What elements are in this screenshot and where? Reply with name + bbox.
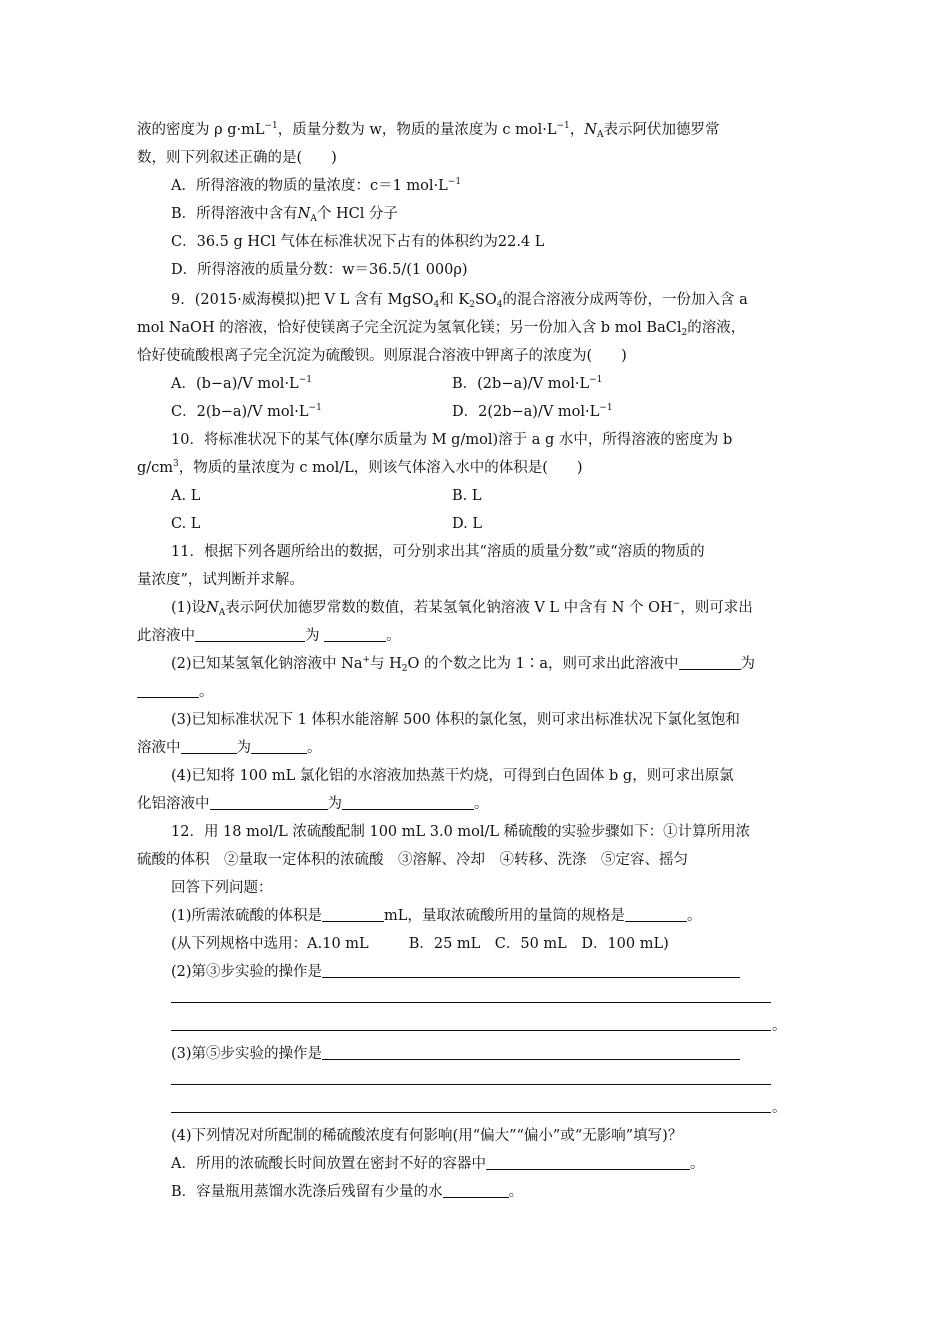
- q12-part1-options: (从下列规格中选用：A.10 mL B．25 mL C．50 mL D．100 mL): [171, 936, 669, 952]
- q9-line-2: mol NaOH 的溶液，恰好使镁离子完全沉淀为氢氧化镁；另一份加入含 b mol BaCl$_2$的溶液，: [137, 320, 746, 338]
- answer-blank[interactable]: [195, 627, 305, 642]
- answer-line[interactable]: [171, 1084, 771, 1085]
- q12-part4-a: A．所用的浓硫酸长时间放置在密封不好的容器中 。: [171, 1156, 705, 1172]
- q9-option-d: D．2(2b−a)/V $mol\cdot L^{-1}$: [452, 403, 613, 420]
- q9-option-b: B．(2b−a)/V $mol\cdot L^{-1}$: [452, 375, 603, 392]
- q11-line-1: 11．根据下列各题所给出的数据，可分别求出其“溶质的质量分数”或“溶质的物质的: [171, 544, 705, 560]
- q12-part1: (1)所需浓硫酸的体积是 mL，量取浓硫酸所用的量筒的规格是 。: [171, 908, 702, 924]
- answer-blank[interactable]: [443, 1183, 509, 1198]
- answer-line[interactable]: [171, 1112, 771, 1113]
- answer-line[interactable]: [171, 1030, 771, 1031]
- q10-line-2: $g/cm^3$，物质的量浓度为 c mol/L，则该气体溶入水中的体积是( ): [137, 459, 583, 476]
- answer-blank[interactable]: [322, 963, 740, 978]
- q10-option-d: D. L: [452, 516, 482, 532]
- q11-part4-line-2: 化铝溶液中 为 。: [137, 796, 489, 812]
- q9-option-a: A．(b−a)/V $mol\cdot L^{-1}$: [171, 375, 312, 392]
- q8-option-a: A．所得溶液的物质的量浓度：c＝1 $mol\cdot L^{-1}$: [171, 177, 462, 194]
- q10-option-a: A. L: [171, 488, 201, 504]
- q12-line-2: 硫酸的体积 ②量取一定体积的浓硫酸 ③溶解、冷却 ④转移、洗涤 ⑤定容、摇匀: [137, 852, 688, 868]
- answer-blank[interactable]: [342, 795, 474, 810]
- answer-blank[interactable]: [181, 739, 237, 754]
- intro-line-1: 液的密度为 ρ $g\cdot mL^{-1}$，质量分数为 w，物质的量浓度为 c $mol\cdot L^{-1}$，$N_A$表示阿伏加德罗常: [137, 121, 720, 140]
- q11-part1-line-1: (1)设$N_A$表示阿伏加德罗常数的数值，若某氢氧化钠溶液 V L 中含有 N 个 OH−，则可求出: [171, 599, 753, 618]
- q11-part3-line-2: 溶液中 为 。: [137, 740, 322, 756]
- answer-blank[interactable]: [679, 655, 741, 670]
- answer-blank[interactable]: [324, 627, 386, 642]
- answer-blank[interactable]: [625, 907, 687, 922]
- q8-option-d: D．所得溶液的质量分数：w＝36.5/(1 000ρ): [171, 262, 468, 278]
- q9-line-1: 9．(2015·威海模拟)把 V L 含有 MgSO$_4$和 $K_2SO_4$的混合溶液分成两等份，一份加入含 a: [171, 292, 748, 310]
- q12-part3: (3)第⑤步实验的操作是: [171, 1044, 740, 1064]
- answer-blank[interactable]: [322, 1045, 740, 1060]
- q8-option-b: B．所得溶液中含有$N_A$个 HCl 分子: [171, 206, 398, 224]
- q10-option-b: B. L: [452, 488, 482, 504]
- q12-line-1: 12．用 18 mol/L 浓硫酸配制 100 mL 3.0 mol/L 稀硫酸的实验步骤如下：①计算所用浓: [171, 824, 751, 840]
- q11-part1-line-2: 此溶液中 为 。: [137, 628, 401, 644]
- q9-line-3: 恰好使硫酸根离子完全沉淀为硫酸钡。则原混合溶液中钾离子的浓度为( ): [137, 348, 627, 364]
- q11-part3-line-1: (3)已知标准状况下 1 体积水能溶解 500 体积的氯化氢，则可求出标准状况下氯化氢饱和: [171, 712, 740, 728]
- answer-blank[interactable]: [486, 1155, 690, 1170]
- q8-option-c: C．36.5 g HCl 气体在标准状况下占有的体积约为22.4 L: [171, 234, 545, 250]
- intro-line-2: 数，则下列叙述正确的是( ): [137, 150, 337, 166]
- answer-blank[interactable]: [251, 739, 307, 754]
- q10-option-c: C. L: [171, 516, 201, 532]
- q11-line-2: 量浓度”，试判断并求解。: [137, 572, 304, 588]
- q10-line-1: 10．将标准状况下的某气体(摩尔质量为 M g/mol)溶于 a g 水中，所得溶液的密度为 b: [171, 432, 733, 448]
- q9-option-c: C．2(b−a)/V $mol\cdot L^{-1}$: [171, 403, 322, 420]
- q12-part4: (4)下列情况对所配制的稀硫酸浓度有何影响(用“偏大”“偏小”或“无影响”填写)？: [171, 1128, 683, 1144]
- answer-blank[interactable]: [322, 907, 384, 922]
- answer-blank[interactable]: [137, 683, 199, 698]
- answer-blank[interactable]: [210, 795, 328, 810]
- q11-part4-line-1: (4)已知将 100 mL 氯化铝的水溶液加热蒸干灼烧，可得到白色固体 b g，则可求出原氯: [171, 768, 734, 784]
- q12-part2: (2)第③步实验的操作是: [171, 962, 740, 982]
- q11-part2-line-1: (2)已知某氢氧化钠溶液中 Na+与 $H_2O$ 的个数之比为 1∶a，则可求出此溶液中 为: [171, 655, 756, 674]
- q12-part4-b: B．容量瓶用蒸馏水洗涤后残留有少量的水 。: [171, 1184, 524, 1200]
- answer-line[interactable]: [171, 1002, 771, 1003]
- q12-line-3: 回答下列问题：: [171, 880, 273, 896]
- answer-period: 。: [772, 1100, 787, 1116]
- q11-part2-line-2: 。: [137, 682, 214, 702]
- answer-period: 。: [772, 1018, 787, 1034]
